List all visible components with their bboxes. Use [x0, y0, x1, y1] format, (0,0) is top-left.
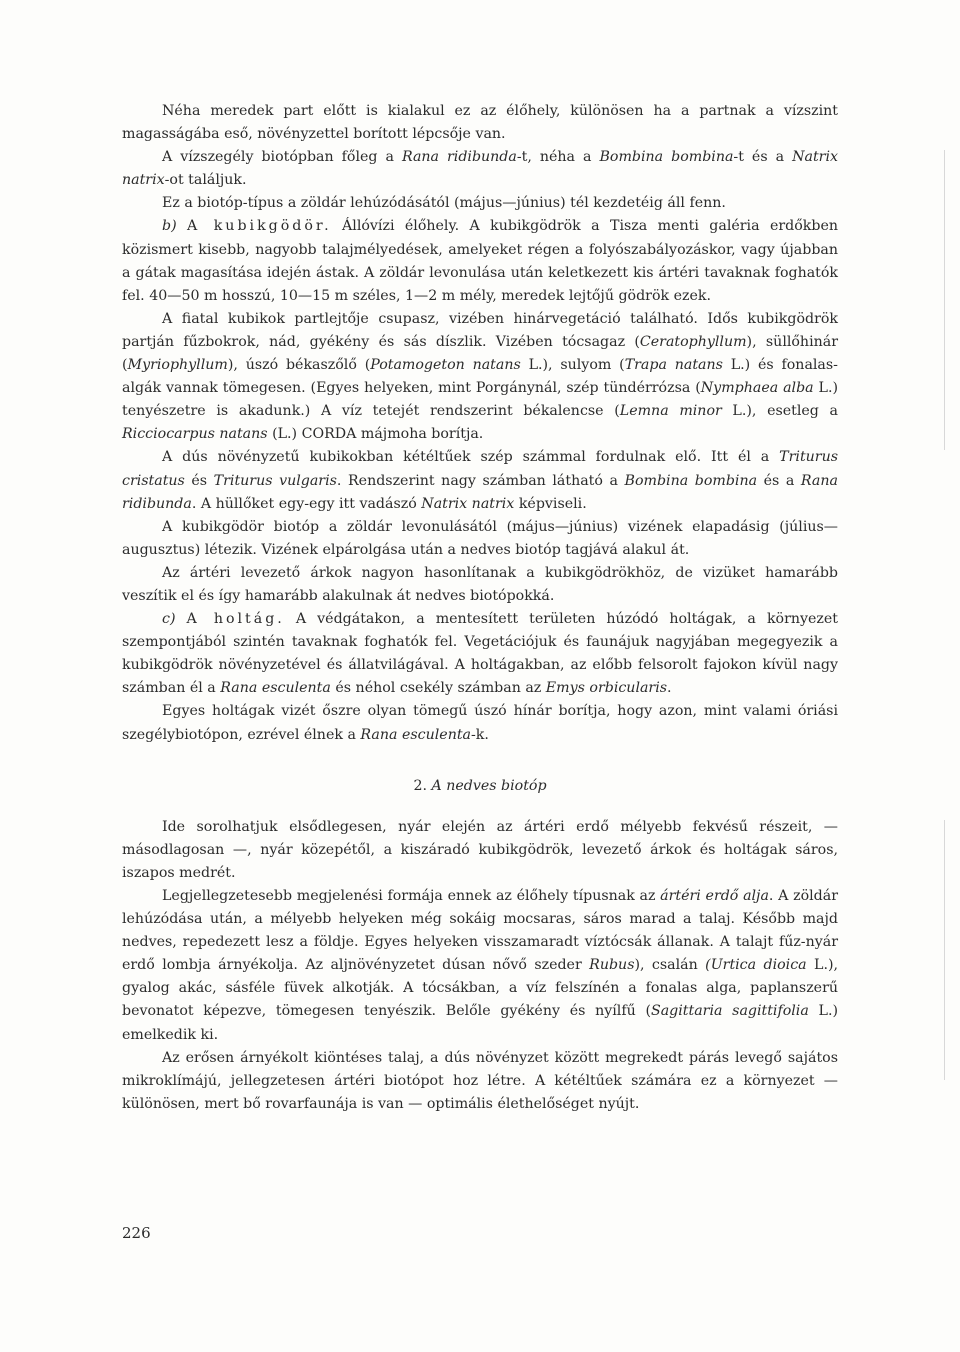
- italic-text: Natrix natrix: [122, 149, 838, 189]
- text-run: [177, 218, 187, 234]
- text-run: L.) tenyészetre is akadunk.) A víz tetejét rendszerint békalencse (: [122, 380, 838, 420]
- italic-text: Emys orbicularis: [545, 680, 668, 697]
- text-run: .: [667, 680, 672, 697]
- paragraph: [122, 308, 838, 447]
- text-run: -t és a: [733, 149, 793, 166]
- spaced-subheading: A kubikgödör.: [187, 218, 332, 235]
- italic-text: Nymphaea alba: [700, 380, 814, 397]
- italic-text: Triturus vulgaris: [213, 472, 337, 489]
- text-run: Legjellegzetesebb megjelenési formája ennek az élőhely típusnak az: [162, 888, 661, 904]
- text-run: A kubikgödör biotóp a zöldár levonulásától (május—június) vizének elapadásig (július—augusztus) létezik. Vizének elpárolgása után a nedves biotóp tagjává alakul át.: [122, 518, 838, 558]
- text-run: -t, néha a: [516, 149, 600, 166]
- text-run: L.), gyalog akác, sásféle füvek alkotják. A tócsákban, a víz felszínén a fonalas alga, paplanszerű bevonatot képezve, tömegesen tenyészik. Belőle gyékény és nyílfű (: [122, 957, 838, 1020]
- paragraph: [122, 562, 838, 608]
- text-run: Ide sorolhatjuk elsődlegesen, nyár elején az ártéri erdő mélyebb fekvésű részeit, — másodlagosan —, nyár közepétől, a kiszáradó kubikgödrök, levezető árkok és holtágak sáros, iszapos medrét.: [122, 818, 838, 881]
- paragraph: [122, 516, 838, 562]
- text-run: A dús növényzetű kubikokban kétéltűek szép számmal fordulnak elő. Itt él a: [162, 449, 780, 466]
- text-run: és néhol csekély számban az: [330, 680, 546, 697]
- text-run: L.), esetleg a: [721, 403, 838, 420]
- text-run: A fiatal kubikok partlejtője csupasz, vizében hinárvegetáció található. Idős kubikgödrök partján fűzbokrok, nád, gyékény és sás díszlik. Vizében tócsagaz (: [122, 310, 838, 350]
- text-run: és a: [757, 472, 801, 489]
- text-run: Az ártéri levezető árkok nagyon hasonlítanak a kubikgödrökhöz, de vizüket hamarább veszítik el és így hamarább alakulnak át nedves biotópokká.: [122, 564, 838, 604]
- body-text: [122, 100, 838, 1116]
- text-run: Egyes holtágak vizét őszre olyan tömegű úszó hínár borítja, hogy azon, mint valami óriási szegélybiotópon, ezrével élnek a: [122, 703, 838, 743]
- text-run: A védgátakon, a mentesített területen húzódó holtágak, a környezet szempontjából szintén tavaknak foghatók fel. Vegetációjuk és faunájuk nagyjában megegyezik a kubikgödrök növényzetével és állatvilágával. A holtágakban, az előbb felsorolt fajokon kívül nagy számban él a: [122, 611, 838, 697]
- text-run: Néha meredek part előtt is kialakul ez az élőhely, különösen ha a partnak a vízszint magasságába eső, növényzettel borított lépcsője van.: [122, 103, 838, 143]
- italic-text: Myriophyllum: [127, 357, 228, 374]
- text-run: [175, 611, 186, 627]
- italic-text: Ceratophyllum: [639, 333, 747, 350]
- text-run: (L.) CORDA májmoha borítja.: [267, 426, 484, 443]
- text-run: L.) emelkedik ki.: [122, 1003, 838, 1043]
- italic-text: ártéri erdő alja: [660, 888, 769, 904]
- text-run: -k.: [471, 726, 489, 743]
- italic-text: Bombina bombina: [599, 149, 734, 166]
- text-run: A vízszegély biotópban főleg a: [162, 149, 402, 166]
- paragraph: [122, 215, 838, 307]
- paragraph: [122, 885, 838, 1047]
- italic-text: Ricciocarpus natans: [122, 426, 268, 443]
- text-run: . Rendszerint nagy számban látható a: [336, 472, 625, 489]
- italic-text: Natrix natrix: [421, 495, 515, 512]
- italic-text: Triturus cristatus: [122, 449, 838, 489]
- text-run: A nedves biotóp: [431, 777, 547, 794]
- italic-text: Sagittaria sagittifolia: [651, 1003, 809, 1020]
- section-heading: [122, 775, 838, 798]
- text-run: Ez a biotóp-típus a zöldár lehúzódásától (május—június) tél kezdetéig áll fenn.: [162, 195, 726, 212]
- italic-text: Potamogeton natans: [370, 357, 521, 374]
- paragraph: [122, 192, 838, 215]
- paragraph: [122, 146, 838, 192]
- italic-text: Bombina bombina: [624, 472, 758, 489]
- text-run: . A zöldár lehúzódása után, a mélyebb helyeken még sokáig mocsaras, sáros marad a talaj. Később majd nedves, repedezett lesz a földje. Egyes helyeken visszamaradt víztócsák állanak. A talajt fűz-nyár erdő lombja árnyékolja. Az aljnövényzetet dúsan nővő szeder: [122, 888, 838, 974]
- page-number: 226: [122, 1224, 151, 1242]
- text-run: képviseli.: [514, 495, 587, 512]
- italic-text: c): [162, 611, 176, 628]
- paragraph: [122, 446, 838, 515]
- text-run: ), úszó békaszőlő (: [227, 357, 371, 374]
- heading-number: 2.: [413, 777, 432, 794]
- text-run: L.), sulyom (: [520, 357, 625, 374]
- italic-text: Lemna minor: [619, 403, 722, 420]
- text-run: ), csalán: [634, 957, 706, 974]
- paragraph: [122, 608, 838, 700]
- page-edge-shadow: [944, 150, 945, 450]
- text-run: Állóvízi élőhely. A kubikgödrök a Tisza menti galéria erdőkben közismert kisebb, nagyobb talajmélyedések, amelyeket régen a folyószabályozáskor, vagy újabban a gátak magasítása idején ástak. A zöldár levonulása után keletkezett kis ártéri tavaknak foghatók fel. 40—50 m hosszú, 10—15 m széles, 1—2 m mély, meredek lejtőjű gödrök ezek.: [122, 218, 838, 304]
- text-run: és: [184, 472, 214, 489]
- paragraph: [122, 1047, 838, 1116]
- text-run: L.) és fonalas-algák vannak tömegesen. (Egyes helyeken, mint Porgánynál, szép tündérrózsa (: [122, 357, 838, 397]
- italic-text: Rana ridibunda: [122, 472, 838, 512]
- page-edge-shadow: [944, 820, 945, 1080]
- paragraph: [122, 700, 838, 746]
- text-run: ), süllőhinár (: [122, 333, 838, 374]
- italic-text: Rubus: [589, 957, 635, 974]
- text-run: -ot találjuk.: [164, 172, 247, 189]
- paragraph: [122, 816, 838, 885]
- italic-text: Rana ridibunda: [401, 149, 517, 166]
- italic-text: Trapa natans: [624, 357, 723, 374]
- spaced-subheading: A holtág.: [186, 611, 285, 628]
- text-run: . A hüllőket egy-egy itt vadászó: [191, 495, 422, 512]
- paragraph: [122, 100, 838, 146]
- italic-text: Rana esculenta: [220, 680, 331, 697]
- text-run: Az erősen árnyékolt kiöntéses talaj, a dús növényzet között megrekedt párás levegő sajátos mikroklímájú, jellegzetesen ártéri biotópot hoz létre. A kétéltűek számára ez a környezet — különösen, mert bő rovarfaunája is van — optimális élethelőséget nyújt.: [122, 1049, 838, 1112]
- italic-text: (Urtica dioica: [705, 957, 807, 974]
- italic-text: b): [162, 218, 177, 235]
- italic-text: Rana esculenta: [360, 726, 471, 743]
